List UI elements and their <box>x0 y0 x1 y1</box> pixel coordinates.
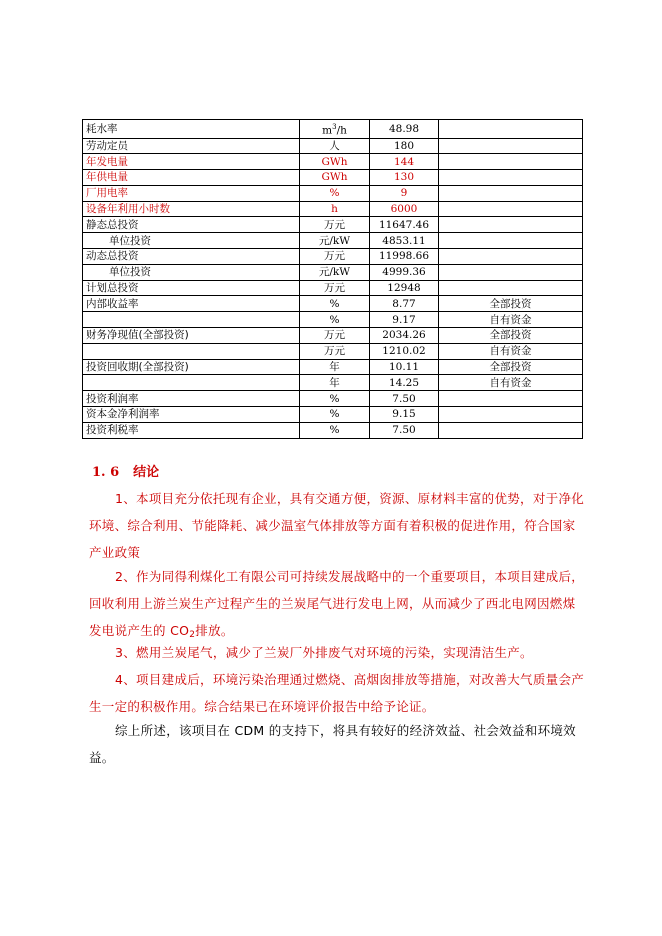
unit-cell: 年 <box>300 375 370 391</box>
unit-cell: 人 <box>300 138 370 154</box>
table-row <box>83 359 583 375</box>
unit-cell: GWh <box>300 170 370 186</box>
note-cell <box>439 120 583 139</box>
note-cell <box>439 217 583 233</box>
table-row <box>83 375 583 391</box>
item-cell: 单位投资 <box>83 264 300 280</box>
unit-cell: 万元 <box>300 280 370 296</box>
table-row <box>83 407 583 423</box>
value-cell: 9.15 <box>370 407 439 423</box>
unit-cell: 万元 <box>300 217 370 233</box>
item-cell: 劳动定员 <box>83 138 300 154</box>
note-cell <box>439 280 583 296</box>
value-cell: 11647.46 <box>370 217 439 233</box>
conclusion-paragraph-2 <box>89 563 585 649</box>
value-cell: 48.98 <box>370 120 439 139</box>
item-cell: 年发电量 <box>83 154 300 170</box>
unit-cell: % <box>300 296 370 312</box>
unit-cell: GWh <box>300 154 370 170</box>
unit-cell: % <box>300 391 370 407</box>
value-cell: 144 <box>370 154 439 170</box>
value-cell: 4999.36 <box>370 264 439 280</box>
unit-cell: % <box>300 422 370 438</box>
item-cell: 单位投资 <box>83 233 300 249</box>
unit-cell: 万元 <box>300 343 370 359</box>
unit-base: m <box>322 124 333 137</box>
item-cell: 投资利税率 <box>83 422 300 438</box>
table-row <box>83 170 583 186</box>
unit-cell: h <box>300 201 370 217</box>
note-cell <box>439 138 583 154</box>
note-cell <box>439 422 583 438</box>
note-cell <box>439 264 583 280</box>
indicator-table-body <box>83 120 583 439</box>
table-row <box>83 391 583 407</box>
item-cell: 投资利润率 <box>83 391 300 407</box>
conclusion-paragraph-1: 1、本项目充分依托现有企业，具有交通方便，资源、原材料丰富的优势，对于净化环境、综合利用、节能降耗、减少温室气体排放等方面有着积极的促进作用，符合国家产业政策 <box>89 491 585 560</box>
section-heading <box>92 461 159 480</box>
unit-cell: 元/kW <box>300 264 370 280</box>
note-cell: 自有资金 <box>439 343 583 359</box>
conclusion-summary: 综上所述，该项目在 CDM 的支持下，将具有较好的经济效益、社会效益和环境效益。 <box>89 723 576 765</box>
item-cell: 年供电量 <box>83 170 300 186</box>
table-row <box>83 264 583 280</box>
item-cell <box>83 312 300 328</box>
value-cell: 2034.26 <box>370 328 439 344</box>
value-cell: 6000 <box>370 201 439 217</box>
unit-cell <box>300 120 370 139</box>
table-row <box>83 185 583 201</box>
value-cell: 7.50 <box>370 422 439 438</box>
value-cell: 180 <box>370 138 439 154</box>
unit-tail: /h <box>336 124 347 137</box>
table-row <box>83 233 583 249</box>
section-title: 结论 <box>133 465 160 480</box>
note-cell <box>439 407 583 423</box>
table-row <box>83 154 583 170</box>
note-cell <box>439 249 583 265</box>
value-cell: 14.25 <box>370 375 439 391</box>
note-cell <box>439 233 583 249</box>
unit-superscript: 3 <box>332 123 337 131</box>
co2-subscript: 2 <box>189 630 196 640</box>
item-cell: 资本金净利润率 <box>83 407 300 423</box>
item-cell: 静态总投资 <box>83 217 300 233</box>
note-cell: 自有资金 <box>439 312 583 328</box>
unit-cell: 元/kW <box>300 233 370 249</box>
table-row <box>83 201 583 217</box>
table-row <box>83 328 583 344</box>
note-cell: 全部投资 <box>439 296 583 312</box>
value-cell: 10.11 <box>370 359 439 375</box>
item-cell <box>83 375 300 391</box>
unit-cell: % <box>300 407 370 423</box>
note-cell <box>439 201 583 217</box>
item-cell: 设备年利用小时数 <box>83 201 300 217</box>
note-cell <box>439 391 583 407</box>
paragraph-2-text: 2、作为同得利煤化工有限公司可持续发展战略中的一个重要项目，本项目建成后，回收利用上游兰炭生产过程产生的兰炭尾气进行发电上网，从而减少了西北电网因燃煤发电说产生的 CO <box>89 569 585 638</box>
value-cell: 130 <box>370 170 439 186</box>
conclusion-paragraph-4: 4、项目建成后，环境污染治理通过燃烧、高烟囱排放等措施，对改善大气质量会产生一定的积极作用。综合结果已在环境评价报告中给予论证。 <box>89 672 585 714</box>
table-row <box>83 120 583 139</box>
value-cell: 7.50 <box>370 391 439 407</box>
item-cell: 内部收益率 <box>83 296 300 312</box>
table-row <box>83 422 583 438</box>
unit-cell: 年 <box>300 359 370 375</box>
item-cell <box>83 343 300 359</box>
table-row <box>83 217 583 233</box>
paragraph-2-tail: 排放。 <box>195 623 234 638</box>
unit-cell: % <box>300 185 370 201</box>
unit-cell: % <box>300 312 370 328</box>
conclusion-paragraph-3: 3、燃用兰炭尾气，减少了兰炭厂外排废气对环境的污染，实现清洁生产。 <box>115 645 533 660</box>
table-row <box>83 343 583 359</box>
item-cell: 计划总投资 <box>83 280 300 296</box>
note-cell <box>439 154 583 170</box>
note-cell: 自有资金 <box>439 375 583 391</box>
unit-cell: 万元 <box>300 249 370 265</box>
indicator-table <box>82 119 583 439</box>
note-cell <box>439 170 583 186</box>
table-row <box>83 138 583 154</box>
value-cell: 11998.66 <box>370 249 439 265</box>
value-cell: 9.17 <box>370 312 439 328</box>
note-cell <box>439 185 583 201</box>
table-row <box>83 280 583 296</box>
table-row <box>83 296 583 312</box>
table-row <box>83 312 583 328</box>
item-cell: 投资回收期(全部投资) <box>83 359 300 375</box>
value-cell: 9 <box>370 185 439 201</box>
value-cell: 1210.02 <box>370 343 439 359</box>
value-cell: 8.77 <box>370 296 439 312</box>
value-cell: 12948 <box>370 280 439 296</box>
table-row <box>83 249 583 265</box>
item-cell: 财务净现值(全部投资) <box>83 328 300 344</box>
item-cell: 厂用电率 <box>83 185 300 201</box>
note-cell: 全部投资 <box>439 359 583 375</box>
item-cell: 耗水率 <box>83 120 300 139</box>
value-cell: 4853.11 <box>370 233 439 249</box>
unit-cell: 万元 <box>300 328 370 344</box>
note-cell: 全部投资 <box>439 328 583 344</box>
section-number: 1. 6 <box>92 465 120 480</box>
item-cell: 动态总投资 <box>83 249 300 265</box>
